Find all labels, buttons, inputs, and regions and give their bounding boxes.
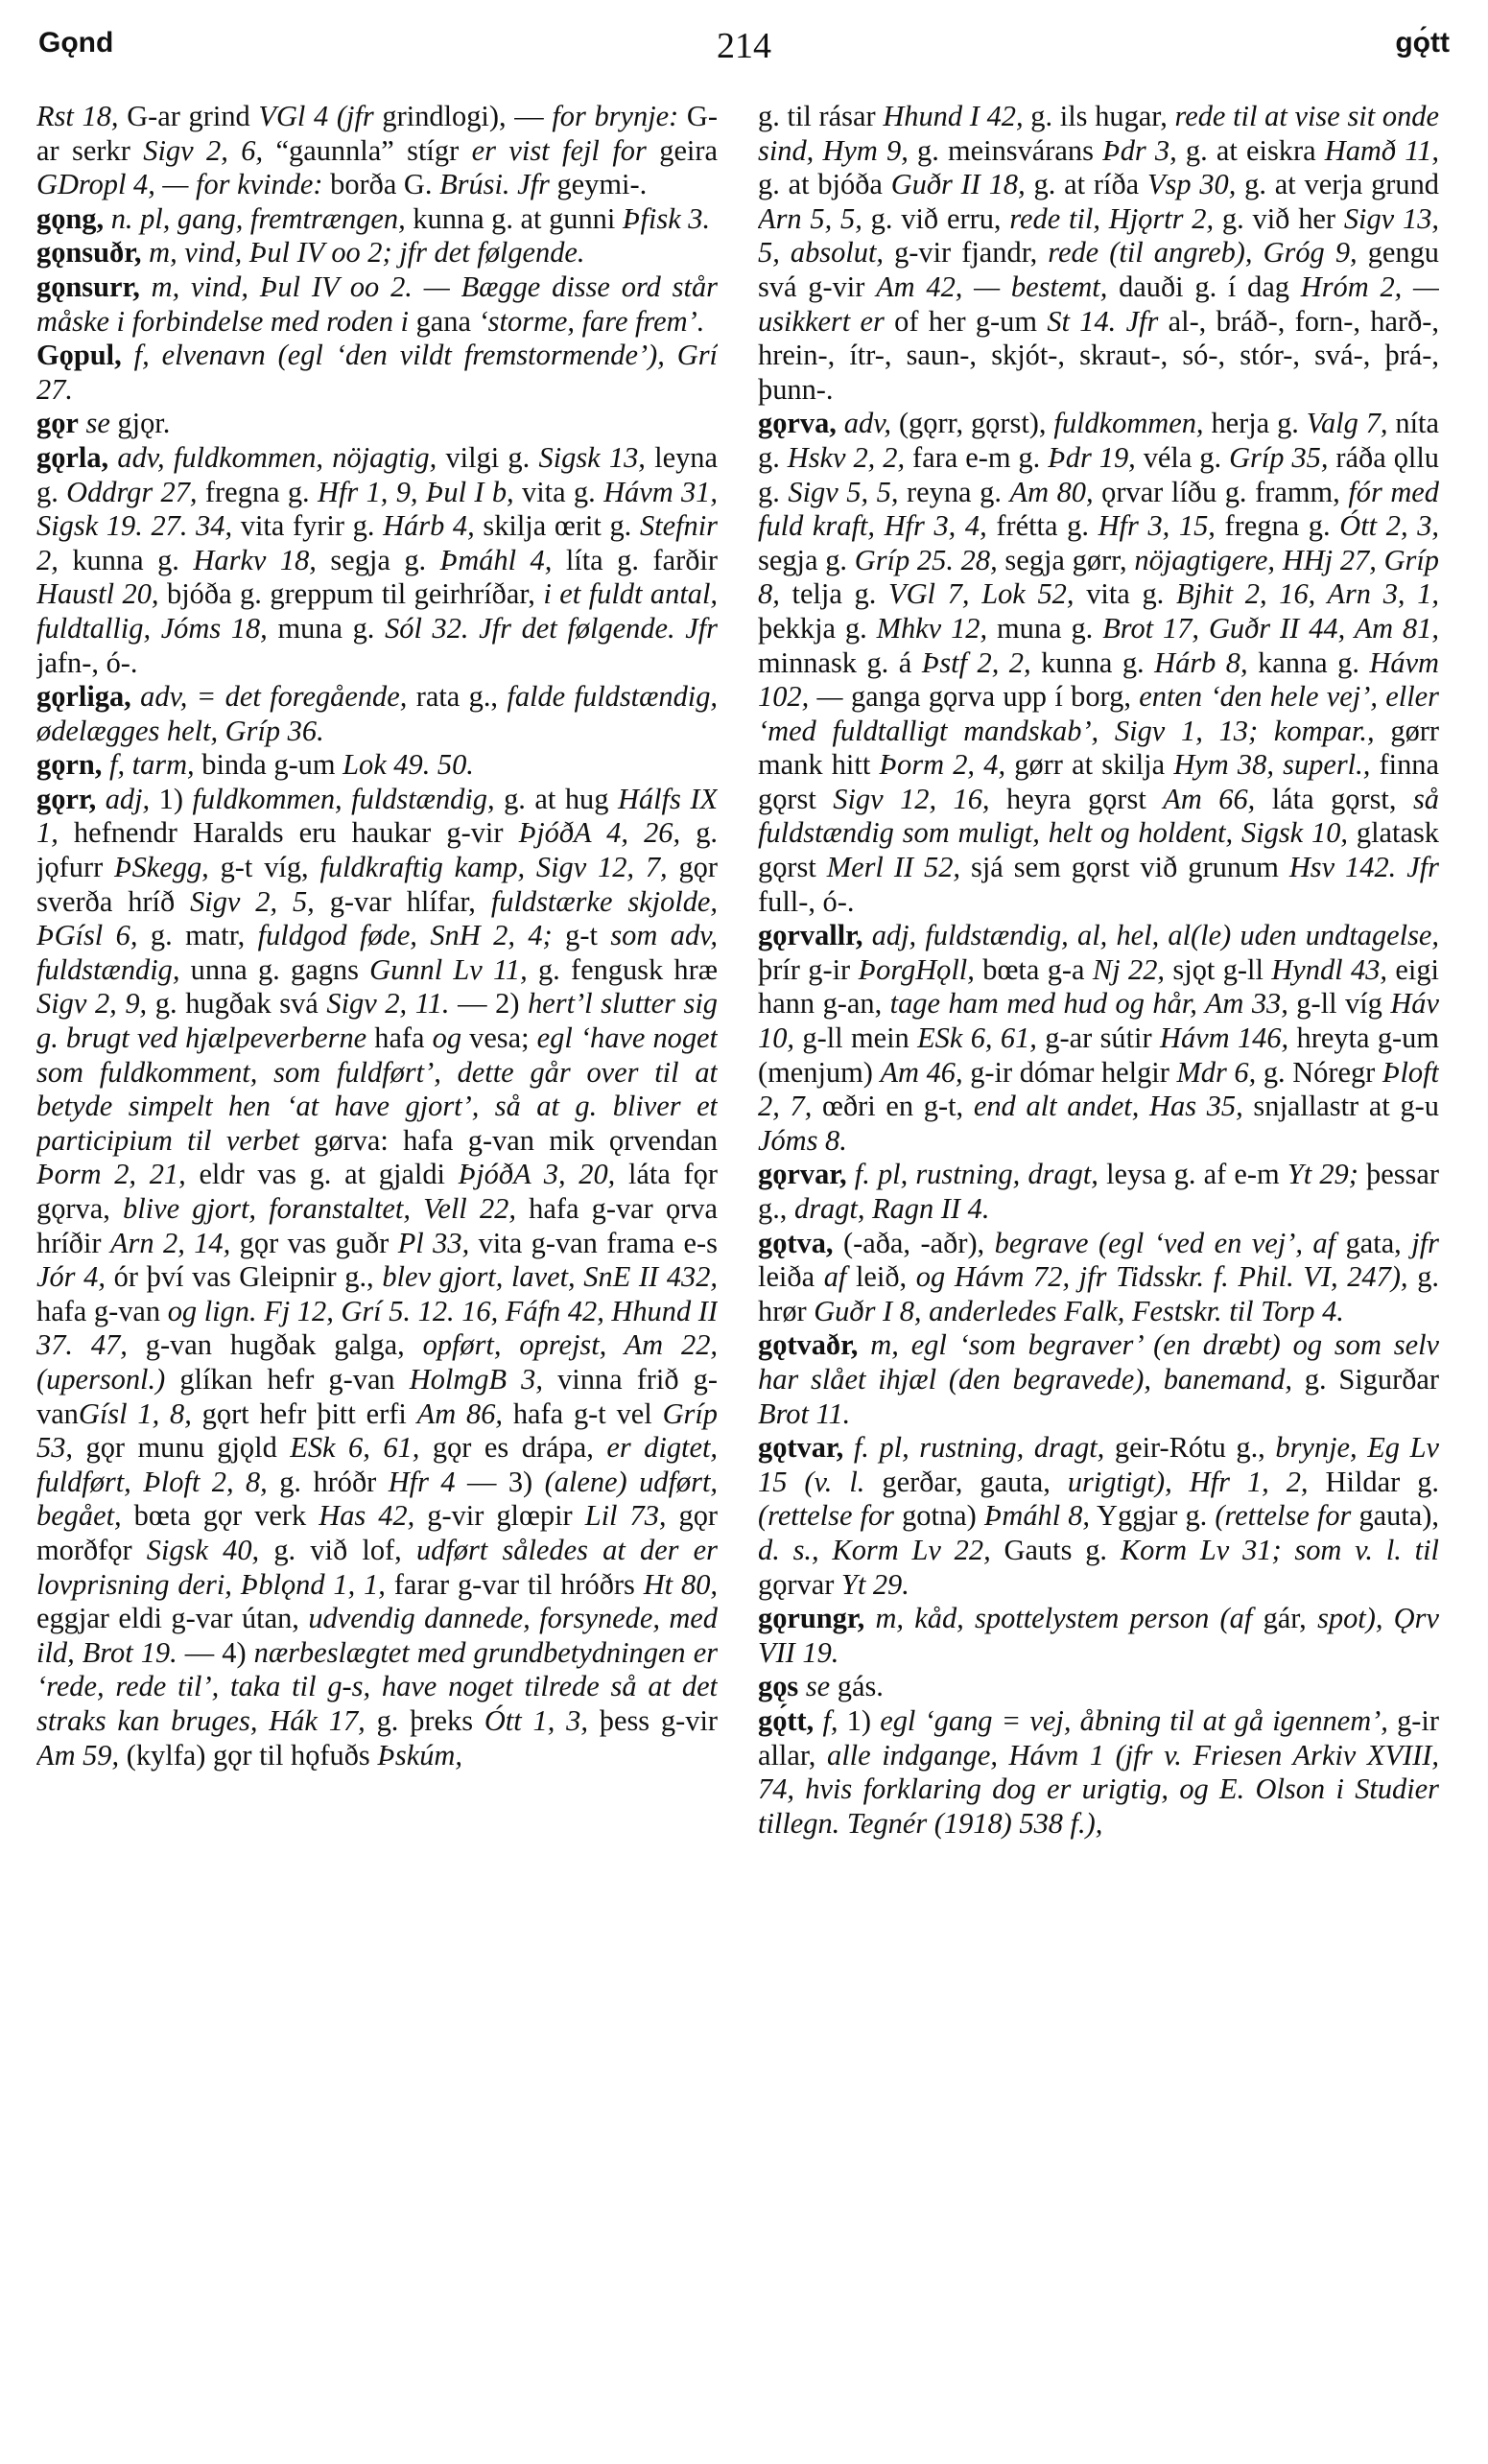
dictionary-entry: gǫrva, adv, (gǫrr, gǫrst), fuldkommen, herja g. Valg 7, níta g. Hskv 2, 2, fara e-m g. Þdr 19, véla g. Gríp 35, ráða ǫllu g. Sigv 5, 5, reyna g. Am 80, ǫrvar líðu g. framm, fór med fuld kraft, Hfr 3, 4, frétta g. Hfr 3, 15, fregna g. Ótt 2, 3, segja g. Gríp 25. 28, segja gørr, nöjagtigere, HHj 27, Gríp 8, telja g. VGl 7, Lok 52, vita g. Bjhit 2, 16, Arn 3, 1, þekkja g. Mhkv 12, muna g. Brot 17, Guðr II 44, Am 81, minnask g. á Þstf 2, 2, kunna g. Hárb 8, kanna g. Hávm 102, — ganga gǫrva upp í borg, enten ‘den hele vej’, eller ‘med fuldtalligt mandskab’, Sigv 1, 13; kompar., gørr mank hitt Þorm 2, 4, gørr at skilja Hym 38, superl., finna gǫrst Sigv 12, 16, heyra gǫrst Am 66, láta gǫrst, så fuldstændig som muligt, helt og holdent, Sigsk 10, glatask gǫrst Merl II 52, sjá sem gǫrst við grunum Hsv 142. Jfr full-, ó-. [758,407,1439,918]
dictionary-entry: gǫrr, adj, 1) fuldkommen, fuldstændig, g. at hug Hálfs IX 1, hefnendr Haralds eru haukar g-vir ÞjóðA 4, 26, g. jǫfurr ÞSkegg, g-t víg, fuldkraftig kamp, Sigv 12, 7, gǫr sverða hríð Sigv 2, 5, g-var hlífar, fuldstærke skjolde, ÞGísl 6, g. matr, fuldgod føde, SnH 2, 4; g-t som adv, fuldstændig, unna g. gagns Gunnl Lv 11, g. fengusk hræ Sigv 2, 9, g. hugðak svá Sigv 2, 11. — 2) hert’l slutter sig g. brugt ved hjælpeverberne hafa og vesa; egl ‘have noget som fuldkomment, som fuldført’, dette går over til at betyde simpelt hen ‘at have gjort’, så at g. bliver et participium til verbet gørva: hafa g-van mik ǫrvendan Þorm 2, 21, eldr vas g. at gjaldi ÞjóðA 3, 20, láta fǫr gǫrva, blive gjort, foranstaltet, Vell 22, hafa g-var ǫrva hríðir Arn 2, 14, gǫr vas guðr Pl 33, vita g-van frama e-s Jór 4, ór því vas Gleipnir g., blev gjort, lavet, SnE II 432, hafa g-van og lign. Fj 12, Grí 5. 12. 16, Fáfn 42, Hhund II 37. 47, g-van hugðak galga, opført, oprejst, Am 22, (upersonl.) glíkan hefr g-van HolmgB 3, vinna frið g-vanGísl 1, 8, gǫrt hefr þitt erfi Am 86, hafa g-t vel Gríp 53, gǫr munu gjǫld ESk 6, 61, gǫr es drápa, er digtet, fuldført, Þloft 2, 8, g. hróðr Hfr 4 — 3) (alene) udført, begået, bœta gǫr verk Has 42, g-vir glœpir Lil 73, gǫr morðfǫr Sigsk 40, g. við lof, udført således at der er lovprisning deri, Þblǫnd 1, 1, farar g-var til hróðrs Ht 80, eggjar eldi g-var útan, udvendig dannede, forsynede, med ild, Brot 19. — 4) nærbeslægtet med grundbetydningen er ‘rede, rede til’, taka til g-s, have noget tilrede så at det straks kan bruges, Hák 17, g. þreks Ótt 1, 3, þess g-vir Am 59, (kylfa) gǫr til hǫfuðs Þskúm, [36,782,718,1772]
guide-word-left: Gǫnd [38,27,114,59]
dictionary-entry: gǫrvallr, adj, fuldstændig, al, hel, al(le) uden undtagelse, þrír g-ir ÞorgHǫll, bœta g-a Nj 22, sjǫt g-ll Hyndl 43, eigi hann g-an, tage ham med hud og hår, Am 33, g-ll víg Háv 10, g-ll mein ESk 6, 61, g-ar sútir Hávm 146, hreyta g-um (menjum) Am 46, g-ir dómar helgir Mdr 6, g. Nóregr Þloft 2, 7, œðri en g-t, end alt andet, Has 35, snjallastr at g-u Jóms 8. [758,919,1439,1157]
page-number: 214 [717,26,771,66]
dictionary-entry: gǫtvaðr, m, egl ‘som begraver’ (en dræbt) og som selv har slået ihjæl (den begravede), banemand, g. Sigurðar Brot 11. [758,1328,1439,1430]
left-column [36,100,718,2440]
dictionary-entry: gǫrliga, adv, = det foregående, rata g., falde fuldstændig, ødelægges helt, Gríp 36. [36,680,718,747]
dictionary-entry: gǫng, n. pl, gang, fremtrængen, kunna g. at gunni Þfisk 3. [36,201,711,235]
right-column [758,100,1439,2440]
dictionary-entry: gǫrla, adv, fuldkommen, nöjagtig, vilgi g. Sigsk 13, leyna g. Oddrgr 27, fregna g. Hfr 1, 9, Þul I b, vita g. Hávm 31, Sigsk 19. 27. 34, vita fyrir g. Hárb 4, skilja œrit g. Stefnir 2, kunna g. Harkv 18, segja g. Þmáhl 4, líta g. farðir Haustl 20, bjóða g. greppum til geirhríðar, i et fuldt antal, fuldtallig, Jóms 18, muna g. Sól 32. Jfr det følgende. Jfr jafn-, ó-. [36,440,718,679]
dictionary-entry: gǫrungr, m, kåd, spottelystem person (af gár, spot), Ǫrv VII 19. [758,1602,1439,1669]
dictionary-entry: Gǫpul, f, elvenavn (egl ‘den vildt fremstormende’), Grí 27. [36,339,718,406]
dictionary-entry: gǫnsuðr, m, vind, Þul IV oo 2; jfr det følgende. [36,236,585,270]
dictionary-entry: Rst 18, G-ar grind VGl 4 (jfr grindlogi), — for brynje: G-ar serkr Sigv 2, 6, “gaunnla” stígr er vist fejl for geira GDropl 4, — for kvinde: borða G. Brúsi. Jfr geymi-. [36,100,718,201]
dictionary-entry: gǫrn, f, tarm, binda g-um Lok 49. 50. [36,748,474,782]
dictionary-entry: gǫs se gás. [758,1670,884,1703]
dictionary-entry: gǫr se gjǫr. [36,407,171,440]
dictionary-entry: gǫ́tt, f, 1) egl ‘gang = vej, åbning til at gå igennem’, g-ir allar, alle indgange, Hávm 1 (jfr v. Friesen Arkiv XVIII, 74, hvis forklaring dog er urigtig, og E. Olson i Studier tillegn. Tegnér (1918) 538 f.), [758,1703,1439,1840]
guide-word-right: gǫ́tt [1395,27,1450,59]
dictionary-entry: gǫtvar, f. pl, rustning, dragt, geir-Rótu g., brynje, Eg Lv 15 (v. l. gerðar, gauta, urigtigt), Hfr 1, 2, Hildar g. (rettelse for gotna) Þmáhl 8, Yggjar g. (rettelse for gauta), d. s., Korm Lv 22, Gauts g. Korm Lv 31; som v. l. til gǫrvar Yt 29. [758,1431,1439,1601]
dictionary-entry: gǫnsurr, m, vind, Þul IV oo 2. — Bægge disse ord står måske i forbindelse med roden i gana ‘storme, fare frem’. [36,270,718,338]
dictionary-entry: gǫtva, (-aða, -aðr), begrave (egl ‘ved en vej’, af gata, jfr leiða af leið, og Hávm 72, jfr Tidsskr. f. Phil. VI, 247), g. hrør Guðr I 8, anderledes Falk, Festskr. til Torp 4. [758,1226,1439,1327]
dictionary-entry: gǫrvar, f. pl, rustning, dragt, leysa g. af e-m Yt 29; þessar g., dragt, Ragn II 4. [758,1158,1439,1225]
dictionary-entry: g. til rásar Hhund I 42, g. ils hugar, rede til at vise sit onde sind, Hym 9, g. meinsvárans Þdr 3, g. at eiskra Hamð 11, g. at bjóða Guðr II 18, g. at ríða Vsp 30, g. at verja grund Arn 5, 5, g. við erru, rede til, Hjǫrtr 2, g. við her Sigv 13, 5, absolut, g-vir fjandr, rede (til angreb), Gróg 9, gengu svá g-vir Am 42, — bestemt, dauði g. í dag Hróm 2, — usikkert er of her g-um St 14. Jfr al-, bráð-, forn-, harð-, hrein-, ítr-, saun-, skjót-, skraut-, só-, stór-, svá-, þrá-, þunn-. [758,100,1439,406]
page-header [0,27,1488,84]
